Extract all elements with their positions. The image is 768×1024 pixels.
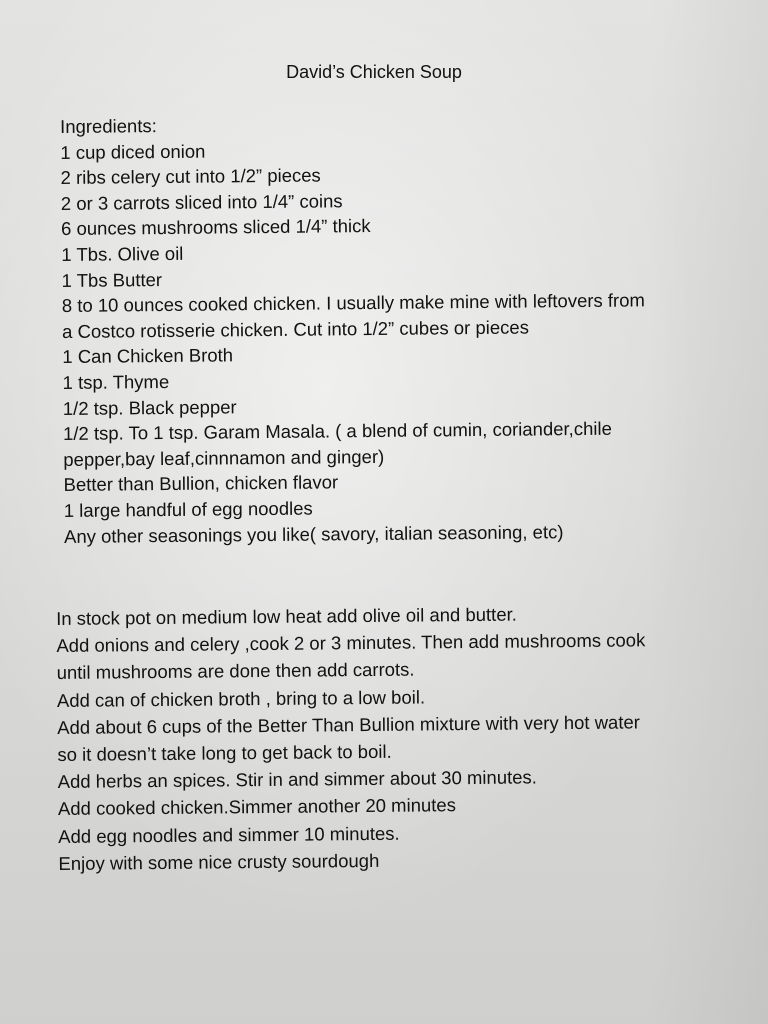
direction-line: Add herbs an spices. Stir in and simmer about 30 minutes. (57, 766, 537, 793)
ingredient-line: 1 tsp. Thyme (62, 370, 170, 393)
ingredient-line: 6 ounces mushrooms sliced 1/4” thick (61, 215, 371, 240)
ingredient-line: 1/2 tsp. Black pepper (62, 395, 237, 419)
ingredient-line: 8 to 10 ounces cooked chicken. I usually make mine with leftovers from (61, 289, 645, 317)
ingredient-line: 2 ribs celery cut into 1/2” pieces (60, 164, 321, 189)
recipe-title: David’s Chicken Soup (286, 62, 462, 82)
direction-line: until mushrooms are done then add carrots. (56, 658, 415, 684)
direction-line: Add cooked chicken.Simmer another 20 minutes (57, 794, 457, 820)
direction-line: Enjoy with some nice crusty sourdough (58, 849, 380, 874)
ingredient-line: pepper,bay leaf,cinnnamon and ginger) (63, 445, 385, 470)
ingredients-heading: Ingredients: (60, 115, 157, 137)
ingredient-line: Better than Bullion, chicken flavor (63, 471, 339, 496)
direction-line: so it doesn’t take long to get back to boil. (57, 740, 392, 766)
direction-line: Add about 6 cups of the Better Than Bullion mixture with very hot water (57, 711, 640, 738)
ingredient-line: Any other seasonings you like( savory, italian seasoning, etc) (63, 520, 564, 547)
ingredient-line: 1 large handful of egg noodles (63, 497, 313, 521)
direction-line: In stock pot on medium low heat add olive oil and butter. (56, 603, 517, 629)
ingredients-section (60, 108, 647, 549)
direction-line: Add egg noodles and simmer 10 minutes. (58, 822, 400, 847)
ingredient-line: 1 Tbs. Olive oil (61, 242, 184, 265)
direction-line: Add onions and celery ,cook 2 or 3 minutes. Then add mushrooms cook (56, 629, 646, 657)
ingredient-line: 1 Tbs Butter (61, 268, 163, 291)
direction-line: Add can of chicken broth , bring to a low boil. (56, 686, 426, 711)
page-shadow (648, 0, 768, 1024)
ingredient-line: 1 cup diced onion (60, 140, 206, 163)
ingredient-line: 1/2 tsp. To 1 tsp. Garam Masala. ( a blend of cumin, coriander,chile (62, 417, 612, 445)
ingredient-line: 1 Can Chicken Broth (62, 344, 234, 368)
ingredient-line: 2 or 3 carrots sliced into 1/4” coins (60, 190, 343, 214)
ingredient-line: a Costco rotisserie chicken. Cut into 1/2” cubes or pieces (61, 316, 529, 342)
directions-section (56, 599, 647, 877)
